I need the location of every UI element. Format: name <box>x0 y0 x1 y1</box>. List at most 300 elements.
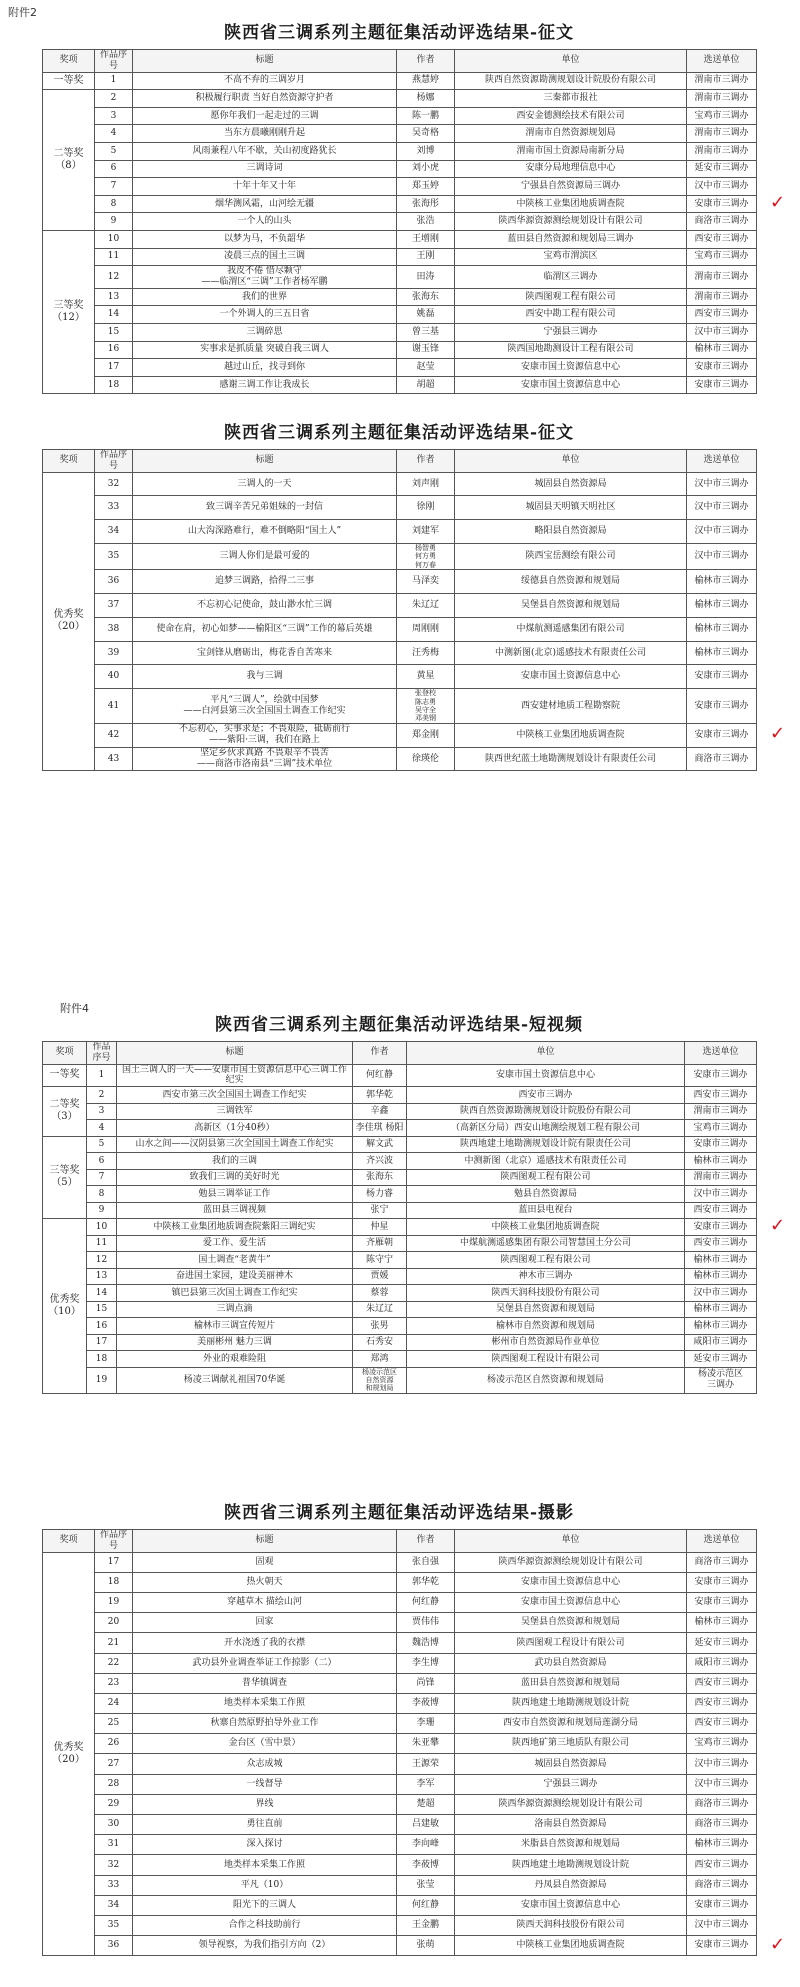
no-cell: 17 <box>95 1552 133 1572</box>
title-cell: 以梦为马，不负韶华 <box>133 230 397 248</box>
table-row <box>43 160 757 178</box>
no-cell: 16 <box>87 1318 117 1335</box>
no-cell: 41 <box>95 689 133 724</box>
section-title: 陕西省三调系列主题征集活动评选结果-短视频 <box>214 1015 584 1035</box>
title-cell: 三调点滴 <box>117 1301 353 1318</box>
table-row <box>43 1169 757 1186</box>
author-cell: 张莹 <box>397 1875 455 1895</box>
header-row <box>43 50 757 73</box>
unit-cell: 中煤航测遥感集团有限公司 <box>455 617 687 641</box>
table-row <box>43 323 757 341</box>
author-cell: 马泽奕 <box>397 570 455 594</box>
unit-cell: 渭南市自然资源规划局 <box>455 125 687 143</box>
title-cell: 杨凌三调献礼祖国70华诞 <box>117 1367 353 1393</box>
unit-cell: 彬州市自然资源局作业单位 <box>407 1334 685 1351</box>
title-cell: 榆林市三调宣传短片 <box>117 1318 353 1335</box>
rec-cell: 宝鸡市三调办 <box>685 1120 757 1137</box>
title-cell: 平凡“三调人”，绘就中国梦 ——白河县第三次全国国土调查工作纪实 <box>133 689 397 724</box>
author-cell: 郑玉婷 <box>397 178 455 196</box>
essay-results-section-1 <box>42 18 756 394</box>
header-award: 奖项 <box>43 1530 95 1553</box>
unit-cell: 安康市国土资源信息中心 <box>455 665 687 689</box>
header-author: 作者 <box>397 50 455 73</box>
table-row <box>43 570 757 594</box>
header-row <box>43 1530 757 1553</box>
rec-cell: 安康市三调办 <box>687 376 757 394</box>
no-cell: 19 <box>95 1592 133 1612</box>
rec-cell: 商洛市三调办 <box>687 747 757 771</box>
rec-cell: 安康市三调办 <box>685 1219 757 1236</box>
author-cell: 楚超 <box>397 1794 455 1814</box>
author-cell: 吕建敏 <box>397 1815 455 1835</box>
unit-cell: 渭南市国土资源局南新分局 <box>455 142 687 160</box>
author-cell: 徐刚 <box>397 496 455 520</box>
rec-cell: 渭南市三调办 <box>687 266 757 289</box>
no-cell: 29 <box>95 1794 133 1814</box>
table-row <box>43 1202 757 1219</box>
unit-cell: 三秦都市报社 <box>455 90 687 108</box>
table-row <box>43 306 757 324</box>
author-cell: 刘建军 <box>397 520 455 544</box>
author-cell: 王刚 <box>397 248 455 266</box>
author-cell: 何红静 <box>397 1592 455 1612</box>
rec-cell: 汉中市三调办 <box>687 1774 757 1794</box>
no-cell: 6 <box>87 1153 117 1170</box>
author-cell: 齐兴波 <box>353 1153 407 1170</box>
table-row <box>43 1936 757 1956</box>
rec-cell: 榆林市三调办 <box>687 641 757 665</box>
author-cell: 辛鑫 <box>353 1103 407 1120</box>
header-rec: 选送单位 <box>687 450 757 473</box>
title-cell: 烟华测风霜，山河绘无疆 <box>133 195 397 213</box>
rec-cell: 宝鸡市三调办 <box>687 1734 757 1754</box>
author-cell: 郑金刚 <box>397 723 455 747</box>
title-cell: 穿越草木 描绘山河 <box>133 1592 397 1612</box>
no-cell: 20 <box>95 1613 133 1633</box>
author-cell: 吴奇格 <box>397 125 455 143</box>
rec-cell: 商洛市三调办 <box>687 213 757 231</box>
table-row <box>43 1334 757 1351</box>
no-cell: 7 <box>87 1169 117 1186</box>
no-cell: 27 <box>95 1754 133 1774</box>
title-cell: 开水浇透了我的衣襟 <box>133 1633 397 1653</box>
no-cell: 9 <box>95 213 133 231</box>
table-row <box>43 593 757 617</box>
table-row <box>43 1592 757 1612</box>
rec-cell: 宝鸡市三调办 <box>687 107 757 125</box>
no-cell: 19 <box>87 1367 117 1393</box>
no-cell: 8 <box>87 1186 117 1203</box>
award-cell: 二等奖 （3） <box>43 1087 87 1137</box>
header-author: 作者 <box>397 1530 455 1553</box>
table-row <box>43 1268 757 1285</box>
author-cell: 徐瑛伦 <box>397 747 455 771</box>
unit-cell: 中陕核工业集团地质调查院 <box>455 723 687 747</box>
award-cell: 一等奖 <box>43 72 95 90</box>
unit-cell: 安康市国土资源信息中心 <box>455 1592 687 1612</box>
table-row <box>43 107 757 125</box>
results-table <box>42 449 757 771</box>
unit-cell: 陕西华源资源测绘规划设计有限公司 <box>455 1552 687 1572</box>
rec-cell: 汉中市三调办 <box>687 323 757 341</box>
section-title: 陕西省三调系列主题征集活动评选结果-摄影 <box>223 1503 575 1523</box>
unit-cell: 安康市国土资源信息中心 <box>455 1895 687 1915</box>
title-cell: 固观 <box>133 1552 397 1572</box>
rec-cell: 安康市三调办 <box>687 689 757 724</box>
rec-cell: 延安市三调办 <box>687 1633 757 1653</box>
no-cell: 5 <box>95 142 133 160</box>
table-row <box>43 341 757 359</box>
rec-cell: 汉中市三调办 <box>687 1754 757 1774</box>
header-title: 标题 <box>133 450 397 473</box>
unit-cell: 吴堡县自然资源和规划局 <box>407 1301 685 1318</box>
no-cell: 15 <box>95 323 133 341</box>
table-row <box>43 1087 757 1104</box>
rec-cell: 榆林市三调办 <box>685 1318 757 1335</box>
award-cell: 三等奖 （5） <box>43 1136 87 1219</box>
title-cell: 不高不弃的三调岁月 <box>133 72 397 90</box>
rec-cell: 西安市三调办 <box>687 1693 757 1713</box>
table-row <box>43 359 757 377</box>
no-cell: 32 <box>95 472 133 496</box>
unit-cell: 吴堡县自然资源和规划局 <box>455 1613 687 1633</box>
table-row <box>43 1186 757 1203</box>
rec-cell: 渭南市三调办 <box>687 125 757 143</box>
unit-cell: 安康市国土资源信息中心 <box>455 359 687 377</box>
no-cell: 26 <box>95 1734 133 1754</box>
unit-cell: 西安建材地质工程勘察院 <box>455 689 687 724</box>
author-cell: 贾伟伟 <box>397 1613 455 1633</box>
unit-cell: 临渭区三调办 <box>455 266 687 289</box>
rec-cell: 榆林市三调办 <box>685 1252 757 1269</box>
no-cell: 9 <box>87 1202 117 1219</box>
rec-cell: 安康市三调办 <box>687 723 757 747</box>
table-row <box>43 248 757 266</box>
author-cell: 何红静 <box>353 1064 407 1087</box>
author-cell: 王金鹏 <box>397 1915 455 1935</box>
unit-cell: 蓝田县电视台 <box>407 1202 685 1219</box>
no-cell: 13 <box>95 288 133 306</box>
unit-cell: 神木市三调办 <box>407 1268 685 1285</box>
award-cell: 优秀奖 （20） <box>43 1552 95 1956</box>
title-cell: 实事求是抓质量 突破自我三调人 <box>133 341 397 359</box>
unit-cell: 西安中勘工程有限公司 <box>455 306 687 324</box>
section-title: 陕西省三调系列主题征集活动评选结果-征文 <box>223 23 575 43</box>
table-row <box>43 1153 757 1170</box>
rec-cell: 渭南市三调办 <box>687 142 757 160</box>
table-row <box>43 1673 757 1693</box>
title-cell: 美丽彬州 魅力三调 <box>117 1334 353 1351</box>
header-rec: 选送单位 <box>685 1042 757 1065</box>
rec-cell: 榆林市三调办 <box>687 341 757 359</box>
table-row <box>43 1693 757 1713</box>
unit-cell: 中陕核工业集团地质调查院 <box>455 195 687 213</box>
no-cell: 15 <box>87 1301 117 1318</box>
results-table <box>42 1041 757 1394</box>
essay-results-section-2 <box>42 418 756 771</box>
no-cell: 14 <box>87 1285 117 1302</box>
unit-cell: 安康市国土资源信息中心 <box>407 1064 685 1087</box>
no-cell: 36 <box>95 1936 133 1956</box>
title-cell: 平凡（10） <box>133 1875 397 1895</box>
unit-cell: 陕西华源资源测绘规划设计有限公司 <box>455 1794 687 1814</box>
header-no: 作品序号 <box>95 1530 133 1553</box>
title-cell: 感谢三调工作让我成长 <box>133 376 397 394</box>
unit-cell: 蓝田县自然资源和规划局三调办 <box>455 230 687 248</box>
unit-cell: 丹凤县自然资源局 <box>455 1875 687 1895</box>
unit-cell: 陕西自然资源勘测规划设计院股份有限公司 <box>407 1103 685 1120</box>
no-cell: 25 <box>95 1714 133 1734</box>
header-no: 作品序号 <box>95 450 133 473</box>
author-cell: 仲星 <box>353 1219 407 1236</box>
unit-cell: 陕西天润科技股份有限公司 <box>407 1285 685 1302</box>
results-table <box>42 1529 757 1956</box>
author-cell: 李珊 <box>397 1714 455 1734</box>
unit-cell: 陕西图观工程有限公司 <box>455 288 687 306</box>
header-award: 奖项 <box>43 450 95 473</box>
unit-cell: 城固县自然资源局 <box>455 1754 687 1774</box>
unit-cell: 宁强县自然资源局三调办 <box>455 178 687 196</box>
no-cell: 1 <box>87 1064 117 1087</box>
title-cell: 外业的艰难险阻 <box>117 1351 353 1368</box>
no-cell: 40 <box>95 665 133 689</box>
table-row <box>43 142 757 160</box>
unit-cell: 勉县自然资源局 <box>407 1186 685 1203</box>
author-cell: 张海东 <box>397 288 455 306</box>
section-title: 陕西省三调系列主题征集活动评选结果-征文 <box>223 423 575 443</box>
unit-cell: 陕西图观工程设计有限公司 <box>407 1351 685 1368</box>
title-cell: 界线 <box>133 1794 397 1814</box>
rec-cell: 西安市三调办 <box>685 1202 757 1219</box>
rec-cell: 延安市三调办 <box>687 160 757 178</box>
rec-cell: 榆林市三调办 <box>685 1153 757 1170</box>
rec-cell: 汉中市三调办 <box>687 178 757 196</box>
no-cell: 2 <box>87 1087 117 1104</box>
title-cell: 不忘初心记使命，鼓山渺水忙三调 <box>133 593 397 617</box>
unit-cell: 略阳县自然资源局 <box>455 520 687 544</box>
table-row <box>43 230 757 248</box>
author-cell: 赵莹 <box>397 359 455 377</box>
table-row <box>43 1835 757 1855</box>
rec-cell: 西安市三调办 <box>685 1087 757 1104</box>
no-cell: 31 <box>95 1835 133 1855</box>
no-cell: 18 <box>87 1351 117 1368</box>
unit-cell: 武功县自然资源局 <box>455 1653 687 1673</box>
award-cell: 二等奖 （8） <box>43 90 95 231</box>
rec-cell: 榆林市三调办 <box>685 1268 757 1285</box>
unit-cell: 西安金德测绘技术有限公司 <box>455 107 687 125</box>
rec-cell: 西安市三调办 <box>687 1855 757 1875</box>
no-cell: 17 <box>87 1334 117 1351</box>
no-cell: 14 <box>95 306 133 324</box>
title-cell: 坚定乡伙求真路 不畏艰辛不畏苦 ——商洛市洛南县“三调”技术单位 <box>133 747 397 771</box>
author-cell: 杨娜 <box>397 90 455 108</box>
title-cell: 当东方晨曦刚刚升起 <box>133 125 397 143</box>
unit-cell: 中陕核工业集团地质调查院 <box>407 1219 685 1236</box>
author-cell: 张宁 <box>353 1202 407 1219</box>
rec-cell: 商洛市三调办 <box>687 1815 757 1835</box>
title-cell: 勉县三调举证工作 <box>117 1186 353 1203</box>
rec-cell: 安康市三调办 <box>685 1064 757 1087</box>
title-cell: 山大沟深路难行，难不倒略阳“国土人” <box>133 520 397 544</box>
table-row <box>43 72 757 90</box>
title-cell: 一个外调人的三五日省 <box>133 306 397 324</box>
header-no: 作品序号 <box>95 50 133 73</box>
title-cell: 致我们三调的美好时光 <box>117 1169 353 1186</box>
author-cell: 何红静 <box>397 1895 455 1915</box>
author-cell: 齐雁朝 <box>353 1235 407 1252</box>
rec-cell: 榆林市三调办 <box>685 1301 757 1318</box>
author-cell: 张海彤 <box>397 195 455 213</box>
table-row <box>43 1318 757 1335</box>
author-cell: 刘博 <box>397 142 455 160</box>
table-row <box>43 1367 757 1393</box>
rec-cell: 渭南市三调办 <box>685 1103 757 1120</box>
unit-cell: 西安市自然资源和规划局莲湖分局 <box>455 1714 687 1734</box>
author-cell: 王增刚 <box>397 230 455 248</box>
no-cell: 32 <box>95 1855 133 1875</box>
title-cell: 山水之间——汉阴县第三次全国国土调查工作纪实 <box>117 1136 353 1153</box>
award-cell: 一等奖 <box>43 1064 87 1087</box>
rec-cell: 商洛市三调办 <box>687 1875 757 1895</box>
rec-cell: 西安市三调办 <box>687 1673 757 1693</box>
unit-cell: 蓝田县自然资源和规划局 <box>455 1673 687 1693</box>
unit-cell: 陕西图观工程有限公司 <box>407 1252 685 1269</box>
author-cell: 郭华乾 <box>397 1572 455 1592</box>
author-cell: 黄星 <box>397 665 455 689</box>
title-cell: 众志成城 <box>133 1754 397 1774</box>
rec-cell: 榆林市三调办 <box>687 617 757 641</box>
table-row <box>43 1572 757 1592</box>
title-cell: 奋进国土家园，建设美丽神木 <box>117 1268 353 1285</box>
author-cell: 王源荣 <box>397 1754 455 1774</box>
rec-cell: 汉中市三调办 <box>687 520 757 544</box>
unit-cell: （高新区分局）西安山地测绘规划工程有限公司 <box>407 1120 685 1137</box>
unit-cell: 陕西华源资源测绘规划设计有限公司 <box>455 213 687 231</box>
author-cell: 蔡蓉 <box>353 1285 407 1302</box>
title-cell: 宝剑锋从磨砺出，梅花香自苦寒来 <box>133 641 397 665</box>
author-cell: 姚磊 <box>397 306 455 324</box>
unit-cell: 宁强县三调办 <box>455 1774 687 1794</box>
title-cell: 追梦三调路，拾得二三事 <box>133 570 397 594</box>
title-cell: 三调诗词 <box>133 160 397 178</box>
title-cell: 凌晨三点的国土三调 <box>133 248 397 266</box>
no-cell: 12 <box>95 266 133 289</box>
unit-cell: 安康市国土资源信息中心 <box>455 376 687 394</box>
unit-cell: 洛南县自然资源局 <box>455 1815 687 1835</box>
no-cell: 34 <box>95 1895 133 1915</box>
title-cell: 我皮不倦 惜尽颗守 ——临渭区“三调”工作者杨军鹏 <box>133 266 397 289</box>
title-cell: 领导视察，为我们指引方向（2） <box>133 1936 397 1956</box>
author-cell: 李莜博 <box>397 1855 455 1875</box>
header-unit: 单位 <box>455 1530 687 1553</box>
rec-cell: 安康市三调办 <box>687 1895 757 1915</box>
photography-results-section <box>42 1498 756 1956</box>
table-row <box>43 1120 757 1137</box>
header-title: 标题 <box>133 1530 397 1553</box>
title-cell: 一线督导 <box>133 1774 397 1794</box>
no-cell: 21 <box>95 1633 133 1653</box>
no-cell: 11 <box>87 1235 117 1252</box>
title-cell: 阳光下的三调人 <box>133 1895 397 1915</box>
title-cell: 十年十年又十年 <box>133 178 397 196</box>
unit-cell: 陕西地建土地勘测规划设计院 <box>455 1693 687 1713</box>
author-cell: 曾三基 <box>397 323 455 341</box>
author-cell: 郭华乾 <box>353 1087 407 1104</box>
table-row <box>43 1815 757 1835</box>
no-cell: 4 <box>95 125 133 143</box>
table-row <box>43 1855 757 1875</box>
rec-cell: 汉中市三调办 <box>687 1915 757 1935</box>
no-cell: 33 <box>95 496 133 520</box>
title-cell: 致三调辛苦兄弟姐妹的一封信 <box>133 496 397 520</box>
annex-2-label: 附件2 <box>8 6 37 19</box>
title-cell: 爱工作、爱生活 <box>117 1235 353 1252</box>
unit-cell: 陕西自然资源勘测规划设计院股份有限公司 <box>455 72 687 90</box>
title-cell: 深入探讨 <box>133 1835 397 1855</box>
no-cell: 6 <box>95 160 133 178</box>
title-cell: 我与三调 <box>133 665 397 689</box>
no-cell: 28 <box>95 1774 133 1794</box>
no-cell: 10 <box>95 230 133 248</box>
unit-cell: 陕西地矿第三地质队有限公司 <box>455 1734 687 1754</box>
rec-cell: 西安市三调办 <box>687 1714 757 1734</box>
table-row <box>43 1734 757 1754</box>
no-cell: 42 <box>95 723 133 747</box>
table-row <box>43 376 757 394</box>
rec-cell: 宝鸡市三调办 <box>687 248 757 266</box>
author-cell: 解文武 <box>353 1136 407 1153</box>
no-cell: 2 <box>95 90 133 108</box>
rec-cell: 汉中市三调办 <box>685 1186 757 1203</box>
no-cell: 34 <box>95 520 133 544</box>
header-rec: 选送单位 <box>687 1530 757 1553</box>
table-row <box>43 288 757 306</box>
header-row <box>43 450 757 473</box>
author-cell: 杨凌示范区 自然资源 和规划局 <box>353 1367 407 1393</box>
title-cell: 风雨兼程八年不歇，关山初度路犹长 <box>133 142 397 160</box>
table-row <box>43 125 757 143</box>
author-cell: 朱亚攀 <box>397 1734 455 1754</box>
title-cell: 越过山丘，找寻到你 <box>133 359 397 377</box>
table-row <box>43 1794 757 1814</box>
table-row <box>43 266 757 289</box>
table-row <box>43 1219 757 1236</box>
rec-cell: 渭南市三调办 <box>685 1169 757 1186</box>
unit-cell: 杨凌示范区自然资源和规划局 <box>407 1367 685 1393</box>
no-cell: 5 <box>87 1136 117 1153</box>
short-video-results-section <box>42 1010 756 1394</box>
table-row <box>43 472 757 496</box>
no-cell: 18 <box>95 376 133 394</box>
rec-cell: 延安市三调办 <box>685 1351 757 1368</box>
title-cell: 地类样本采集工作照 <box>133 1855 397 1875</box>
no-cell: 7 <box>95 178 133 196</box>
rec-cell: 汉中市三调办 <box>687 543 757 569</box>
title-cell: 武功县外业调查举证工作掠影（二） <box>133 1653 397 1673</box>
table-row <box>43 665 757 689</box>
annex-4-label: 附件4 <box>60 1002 89 1015</box>
author-cell: 刘小虎 <box>397 160 455 178</box>
rec-cell: 安康市三调办 <box>687 1936 757 1956</box>
table-row <box>43 1103 757 1120</box>
no-cell: 37 <box>95 593 133 617</box>
no-cell: 35 <box>95 1915 133 1935</box>
rec-cell: 榆林市三调办 <box>687 593 757 617</box>
author-cell: 张萌 <box>397 1936 455 1956</box>
table-row <box>43 747 757 771</box>
award-cell: 三等奖 （12） <box>43 230 95 393</box>
